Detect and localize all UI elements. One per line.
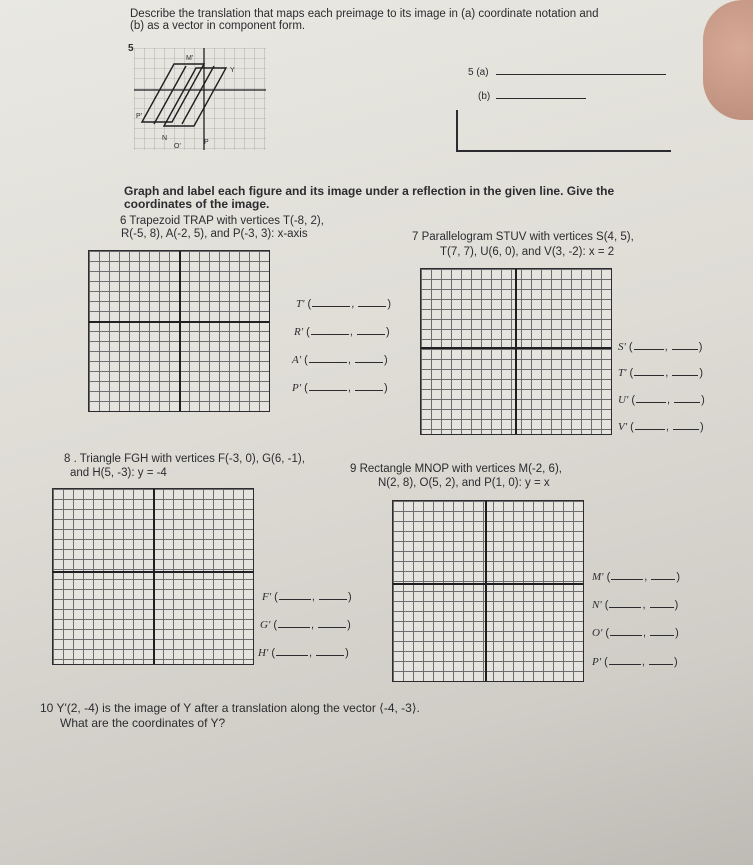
instruction-line-2: (b) as a vector in component form. [130, 20, 306, 32]
y-axis [515, 269, 517, 434]
answer-blank[interactable] [609, 655, 641, 665]
answer-blank[interactable] [309, 381, 347, 391]
section-heading-line-1: Graph and label each figure and its image under a reflection in the given line. Give the [124, 184, 615, 198]
answer-label-h: H' [258, 647, 269, 659]
problem-10-line-2: What are the coordinates of Y? [60, 716, 226, 730]
answer-blank[interactable] [635, 420, 665, 430]
answer-blank[interactable] [650, 598, 674, 608]
answer-label-m: M' [592, 571, 604, 583]
answer-label-a: A' [292, 354, 302, 366]
answer-blank[interactable] [649, 655, 673, 665]
answer-box-left-border [456, 110, 458, 150]
y-axis [153, 489, 155, 664]
problem-7-line-1: 7 Parallelogram STUV with vertices S(4, 5), [412, 231, 634, 243]
fig5-label-p-prime: P' [136, 113, 143, 120]
problem-5b-blank[interactable] [496, 98, 586, 99]
section-heading-line-2: coordinates of the image. [124, 197, 270, 211]
answer-blank[interactable] [316, 646, 344, 656]
problem-10-line-1: 10 Y'(2, -4) is the image of Y after a translation along the vector ⟨-4, -3⟩. [40, 701, 420, 715]
answer-blank[interactable] [651, 570, 675, 580]
x-axis [393, 583, 583, 585]
problem-6-line-1: 6 Trapezoid TRAP with vertices T(-8, 2), [120, 215, 324, 227]
fig5-label-p: P [204, 139, 209, 146]
answer-label-t: T' [296, 298, 305, 310]
answer-label-g: G' [260, 619, 271, 631]
y-axis [485, 501, 487, 681]
fig5-label-n: N [162, 135, 168, 142]
answer-blank[interactable] [312, 297, 350, 307]
answer-blank[interactable] [650, 626, 674, 636]
answer-blank[interactable] [279, 590, 311, 600]
fig5-label-y: Y [230, 67, 235, 74]
answer-blank[interactable] [358, 297, 386, 307]
problem-7-line-2: T(7, 7), U(6, 0), and V(3, -2): x = 2 [440, 246, 615, 258]
fig5-label-m: M' [186, 55, 194, 62]
problem-5-figure [134, 48, 266, 150]
problem-8-line-1: 8 . Triangle FGH with vertices F(-3, 0), G(6, -1), [64, 453, 305, 465]
fig5-label-o-prime: O' [174, 143, 181, 150]
answer-label-f: F' [262, 591, 272, 603]
answer-label-v: V' [618, 421, 628, 433]
answer-label-u: U' [618, 394, 629, 406]
answer-box-bottom-border [456, 150, 671, 152]
answer-label-o: O' [592, 627, 603, 639]
answer-blank[interactable] [355, 381, 383, 391]
answer-blank[interactable] [318, 618, 346, 628]
answer-blank[interactable] [611, 570, 643, 580]
problem-9-grid[interactable] [392, 500, 584, 682]
answer-blank[interactable] [357, 325, 385, 335]
problem-5a-blank[interactable] [496, 74, 666, 75]
finger [703, 0, 753, 120]
worksheet-page: Describe the translation that maps each preimage to its image in (a) coordinate notation and (b) as a vector in component form. 5 M' Y P' N O' P 5 (a) (b) Graph and label each figure and its image under a reflection in the given line. Give the coordinates of the image. 6 Trapezoid TRAP with vertices T(-8, 2), R(-5, 8), A(-2, 5), and P(-3, 3): x-axis T' ( , ) R' ( , ) A' ( , ) P' ( , ) 7 Parallelogram STUV with vertices S(4, 5), T(7, 7), U(6, 0), and V(3, -2): x = 2 S' ( , ) T' ( , ) U' ( , ) V' ( , ) 8 . Triangle FGH with vertices F(-3, 0), G(6, -1), and H(5, -3): y = -4 F' ( , ) G' ( , ) H' ( , ) 9 Rectangle MNOP with vertices M(-2, 6), N(2, 8), O(5, 2), and P(1, 0): y = x M' ( , ) N' ( , ) O' ( , ) P' ( , ) 10 Y'(2, -4) is the image of Y after a translation along the vector ⟨-4, -3⟩. What are the coordinates of Y? [0, 0, 753, 865]
answer-blank[interactable] [674, 393, 700, 403]
problem-5b-label: (b) [478, 91, 491, 102]
answer-blank[interactable] [319, 590, 347, 600]
answer-blank[interactable] [634, 366, 664, 376]
answer-blank[interactable] [355, 353, 383, 363]
problem-9-line-2: N(2, 8), O(5, 2), and P(1, 0): y = x [378, 477, 550, 489]
answer-blank[interactable] [311, 325, 349, 335]
problem-5a-label: 5 (a) [468, 67, 489, 78]
instruction-line-1: Describe the translation that maps each preimage to its image in (a) coordinate notation and [130, 8, 599, 20]
answer-label-r: R' [294, 326, 304, 338]
answer-blank[interactable] [672, 340, 698, 350]
answer-label-t: T' [618, 367, 627, 379]
answer-blank[interactable] [634, 340, 664, 350]
answer-blank[interactable] [610, 626, 642, 636]
answer-label-p: P' [292, 382, 302, 394]
problem-7-grid[interactable] [420, 268, 612, 435]
answer-blank[interactable] [609, 598, 641, 608]
answer-label-n: N' [592, 599, 602, 611]
problem-6-grid[interactable] [88, 250, 270, 412]
answer-label-s: S' [618, 341, 626, 353]
answer-label-p: P' [592, 656, 602, 668]
problem-6-line-2: R(-5, 8), A(-2, 5), and P(-3, 3): x-axis [121, 228, 308, 240]
answer-blank[interactable] [309, 353, 347, 363]
problem-5-number: 5 [128, 43, 134, 54]
answer-blank[interactable] [673, 420, 699, 430]
problem-9-line-1: 9 Rectangle MNOP with vertices M(-2, 6), [350, 463, 562, 475]
answer-blank[interactable] [276, 646, 308, 656]
y-axis [179, 251, 181, 411]
answer-blank[interactable] [278, 618, 310, 628]
problem-8-grid[interactable] [52, 488, 254, 665]
answer-blank[interactable] [672, 366, 698, 376]
answer-blank[interactable] [636, 393, 666, 403]
problem-8-line-2: and H(5, -3): y = -4 [70, 467, 167, 479]
